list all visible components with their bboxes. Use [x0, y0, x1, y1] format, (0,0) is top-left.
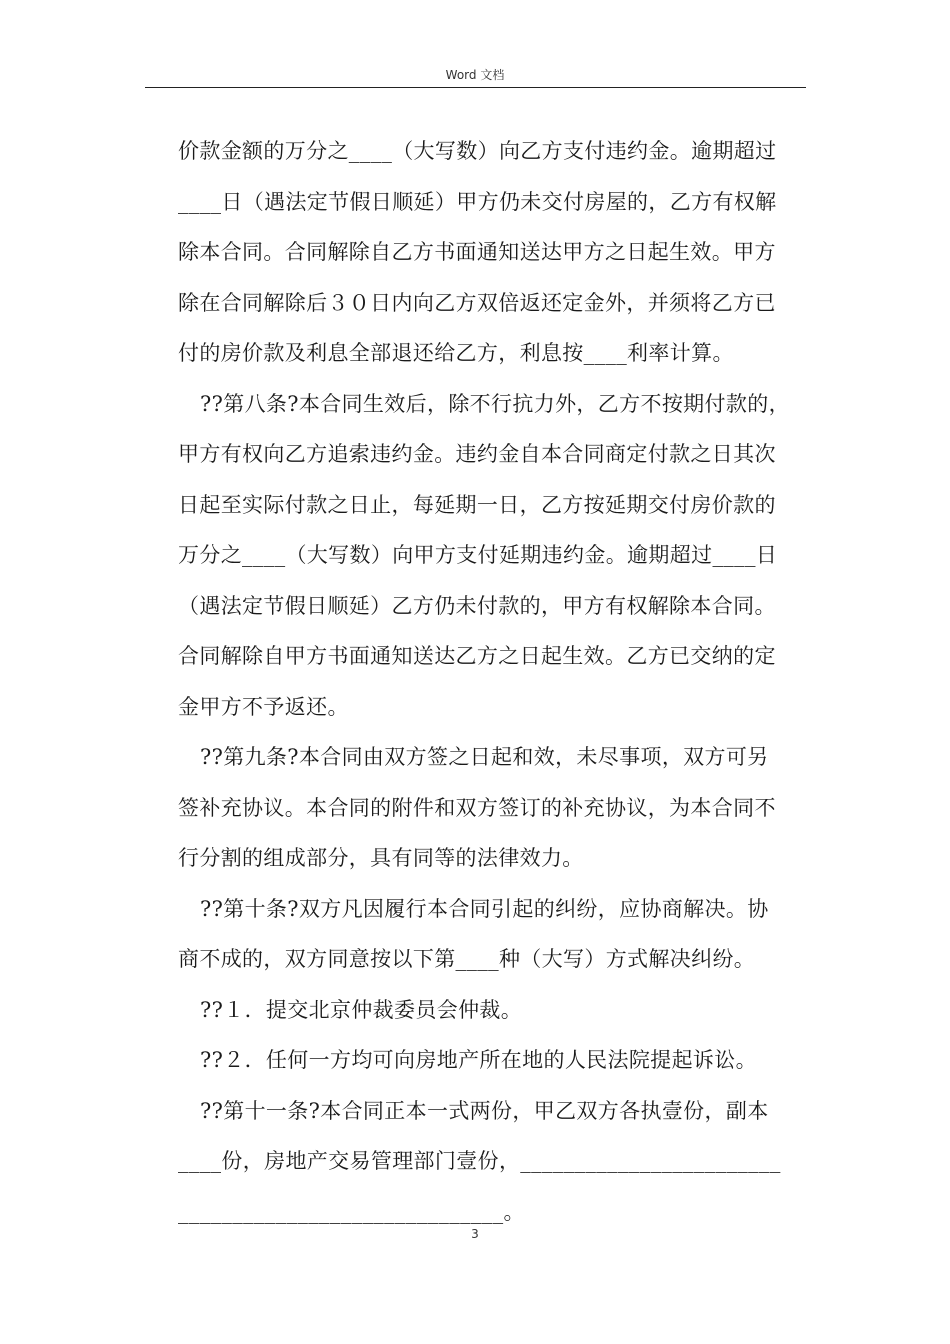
body-line: 合同解除自甲方书面通知送达乙方之日起生效。乙方已交纳的定 [178, 644, 776, 668]
body-line: ____份，房地产交易管理部门壹份，________________________ [178, 1149, 781, 1173]
body-line: 签补充协议。本合同的附件和双方签订的补充协议，为本合同不 [178, 795, 776, 820]
body-line: 行分割的组成部分，具有同等的法律效力。 [178, 846, 584, 870]
body-line: 付的房价款及利息全部退还给乙方，利息按____利率计算。 [178, 341, 734, 365]
page-number: 3 [471, 1227, 479, 1241]
option-2: ??２．任何一方均可向房地产所在地的人民法院提起诉讼。 [200, 1048, 757, 1072]
body-line: 日起至实际付款之日止，每延期一日，乙方按延期交付房价款的 [178, 492, 776, 517]
body-line: 除本合同。合同解除自乙方书面通知送达甲方之日起生效。甲方 [178, 240, 776, 264]
body-line: 除在合同解除后３０日内向乙方双倍返还定金外，并须将乙方已 [178, 290, 776, 315]
body-line: 万分之____（大写数）向甲方支付延期违约金。逾期超过____日 [178, 543, 778, 567]
header-divider [145, 87, 806, 88]
body-line: 金甲方不予返还。 [178, 694, 349, 719]
article-9-start: ??第九条?本合同由双方签之日起和效，未尽事项，双方可另 [200, 745, 769, 769]
body-line: ____日（遇法定节假日顺延）甲方仍未交付房屋的，乙方有权解 [178, 189, 777, 214]
body-line: 价款金额的万分之____（大写数）向乙方支付违约金。逾期超过 [178, 139, 777, 163]
body-line: （遇法定节假日顺延）乙方仍未付款的，甲方有权解除本合同。 [178, 593, 776, 618]
body-line: 商不成的，双方同意按以下第____种（大写）方式解决纠纷。 [178, 947, 756, 971]
article-8-start: ??第八条?本合同生效后，除不行抗力外，乙方不按期付款的， [200, 391, 790, 416]
body-line: ______________________________。 [178, 1199, 525, 1224]
document-body [178, 126, 810, 1237]
article-10-start: ??第十条?双方凡因履行本合同引起的纠纷，应协商解决。协 [200, 896, 769, 921]
article-11-start: ??第十一条?本合同正本一式两份，甲乙双方各执壹份，副本 [200, 1098, 769, 1123]
page-header: Word 文档 [445, 68, 505, 82]
option-1: ??１．提交北京仲裁委员会仲裁。 [200, 997, 523, 1022]
body-line: 甲方有权向乙方追索违约金。违约金自本合同商定付款之日其次 [178, 442, 776, 466]
